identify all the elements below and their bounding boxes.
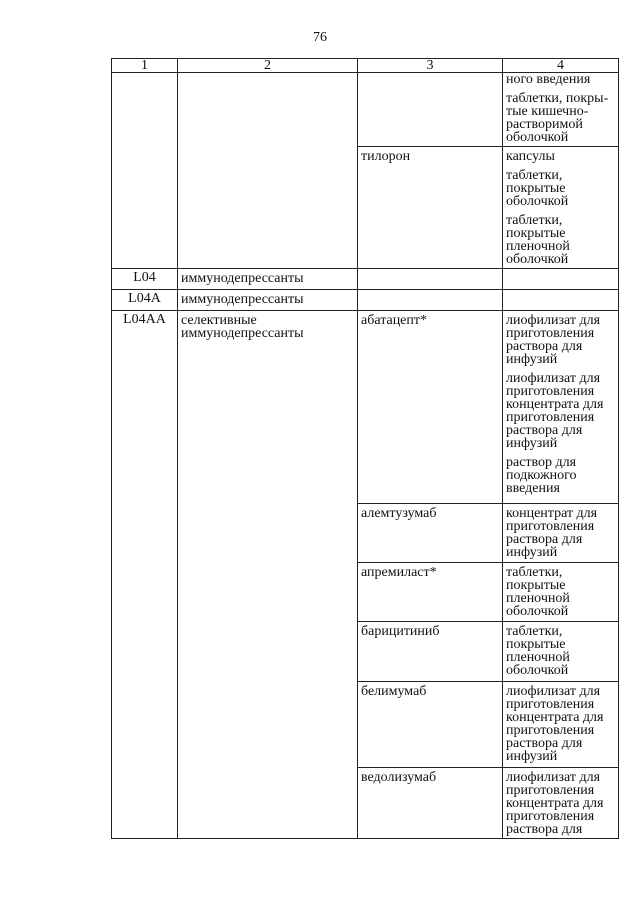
dosage-form: раствор для подкожного введения xyxy=(506,455,577,496)
forms-cell xyxy=(503,768,619,839)
drug-cell: алемтузумаб xyxy=(358,504,503,563)
forms-cell xyxy=(503,563,619,622)
drug-cell: белимумаб xyxy=(358,682,503,768)
dosage-form: таблетки, покрытые пленочной оболочкой xyxy=(506,624,570,678)
dosage-form: таблетки, покрытые пленочной оболочкой xyxy=(506,213,570,267)
column-header: 1 xyxy=(112,59,178,73)
drug-cell: ведолизумаб xyxy=(358,768,503,839)
forms-cell xyxy=(503,147,619,269)
page-number: 76 xyxy=(313,30,327,45)
atc-code-cell: L04A xyxy=(112,290,178,311)
forms-cell xyxy=(503,73,619,147)
dosage-form: капсулы xyxy=(506,149,555,164)
forms-cell xyxy=(503,269,619,290)
forms-cell xyxy=(503,622,619,682)
dosage-form: концентрат для приготовления раствора для инфузий xyxy=(506,506,598,560)
dosage-form: ного введения xyxy=(506,72,591,87)
group-cell xyxy=(178,73,358,269)
dosage-form: лиофилизат для приготовления концентрата для приготовления раствора для инфузий xyxy=(506,371,604,451)
dosage-form: лиофилизат для приготовления концентрата для приготовления раствора для xyxy=(506,770,604,837)
table-row xyxy=(112,311,619,504)
group-cell: иммунодепрессанты xyxy=(178,290,358,311)
dosage-form: лиофилизат для приготовления раствора для инфузий xyxy=(506,313,601,367)
atc-code-cell: L04AA xyxy=(112,311,178,839)
drug-cell: апремиласт* xyxy=(358,563,503,622)
table-row xyxy=(112,290,619,311)
table-header-row xyxy=(112,59,619,73)
group-cell: селективные иммунодепрессанты xyxy=(178,311,358,839)
drug-cell: абатацепт* xyxy=(358,311,503,504)
drug-cell xyxy=(358,73,503,147)
drug-cell: тилорон xyxy=(358,147,503,269)
drug-table xyxy=(111,58,619,839)
forms-cell xyxy=(503,290,619,311)
drug-cell xyxy=(358,290,503,311)
drug-cell xyxy=(358,269,503,290)
forms-cell xyxy=(503,682,619,768)
group-cell: иммунодепрессанты xyxy=(178,269,358,290)
column-header: 4 xyxy=(503,59,619,73)
dosage-form: таблетки, покрытые пленочной оболочкой xyxy=(506,565,570,619)
column-header: 2 xyxy=(178,59,358,73)
dosage-form: таблетки, покры-тые кишечно-растворимой оболочкой xyxy=(506,91,609,145)
dosage-form: таблетки, покрытые оболочкой xyxy=(506,168,569,209)
table-row xyxy=(112,269,619,290)
forms-cell xyxy=(503,311,619,504)
table-row xyxy=(112,73,619,147)
forms-cell xyxy=(503,504,619,563)
atc-code-cell xyxy=(112,73,178,269)
column-header: 3 xyxy=(358,59,503,73)
atc-code-cell: L04 xyxy=(112,269,178,290)
drug-cell: барицитиниб xyxy=(358,622,503,682)
dosage-form: лиофилизат для приготовления концентрата для приготовления раствора для инфузий xyxy=(506,684,604,764)
